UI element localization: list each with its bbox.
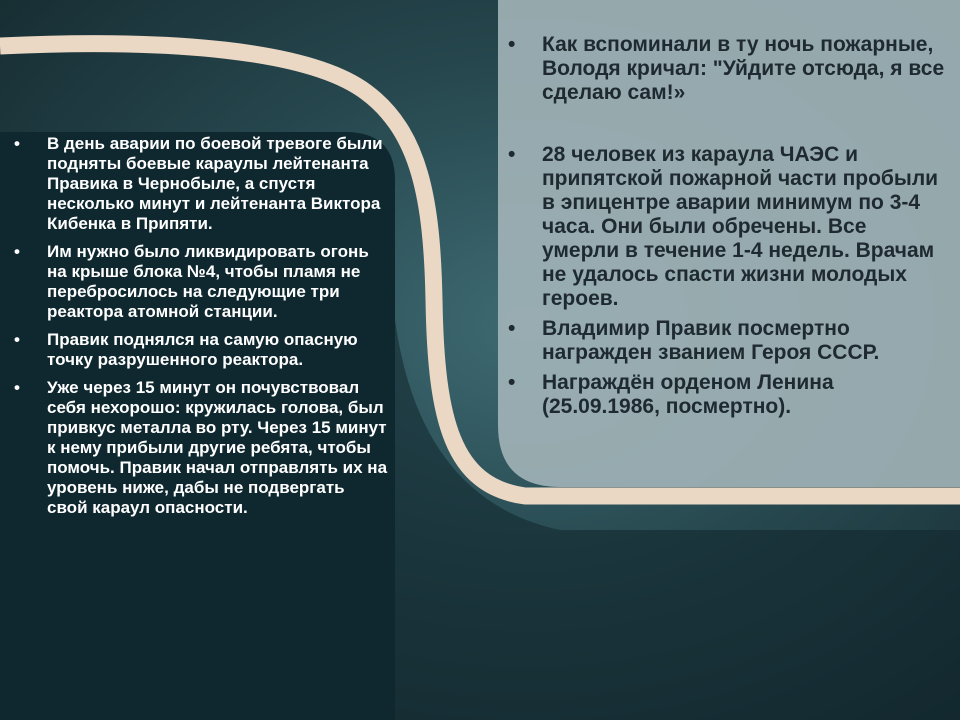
left-bullet-item: • В день аварии по боевой тревоге были подняты боевые караулы лейтенанта Правика в Чернобыле, а спустя несколько минут и лейтенанта Виктора Кибенка в Припяти. [14,134,389,234]
right-bullet-item: • Как вспоминали в ту ночь пожарные, Володя кричал: "Уйдите отсюда, я все сделаю сам!» [508,33,948,105]
left-bullet-item: • Правик поднялся на самую опасную точку разрушенного реактора. [14,330,389,370]
right-bullet-item: • 28 человек из караула ЧАЭС и припятской пожарной части пробыли в эпицентре аварии минимум по 3-4 часа. Они были обречены. Все умерли в течение 1-4 недель. Врачам не удалось спасти жизни молодых героев. [508,143,948,311]
right-bullet-item: • Владимир Правик посмертно награжден званием Героя СССР. [508,317,948,365]
left-bullet-item: • Уже через 15 минут он почувствовал себя нехорошо: кружилась голова, был привкус металла во рту. Через 15 минут к нему прибыли другие ребята, чтобы помочь. Правик начал отправлять их на уровень ниже, дабы не подвергать свой караул опасности. [14,378,389,518]
right-bullet-list [508,33,948,425]
left-bullet-list [14,134,389,526]
left-bullet-item: • Им нужно было ликвидировать огонь на крыше блока №4, чтобы пламя не перебросилось на следующие три реактора атомной станции. [14,242,389,322]
right-bullet-item: • Награждён орденом Ленина (25.09.1986, посмертно). [508,371,948,419]
